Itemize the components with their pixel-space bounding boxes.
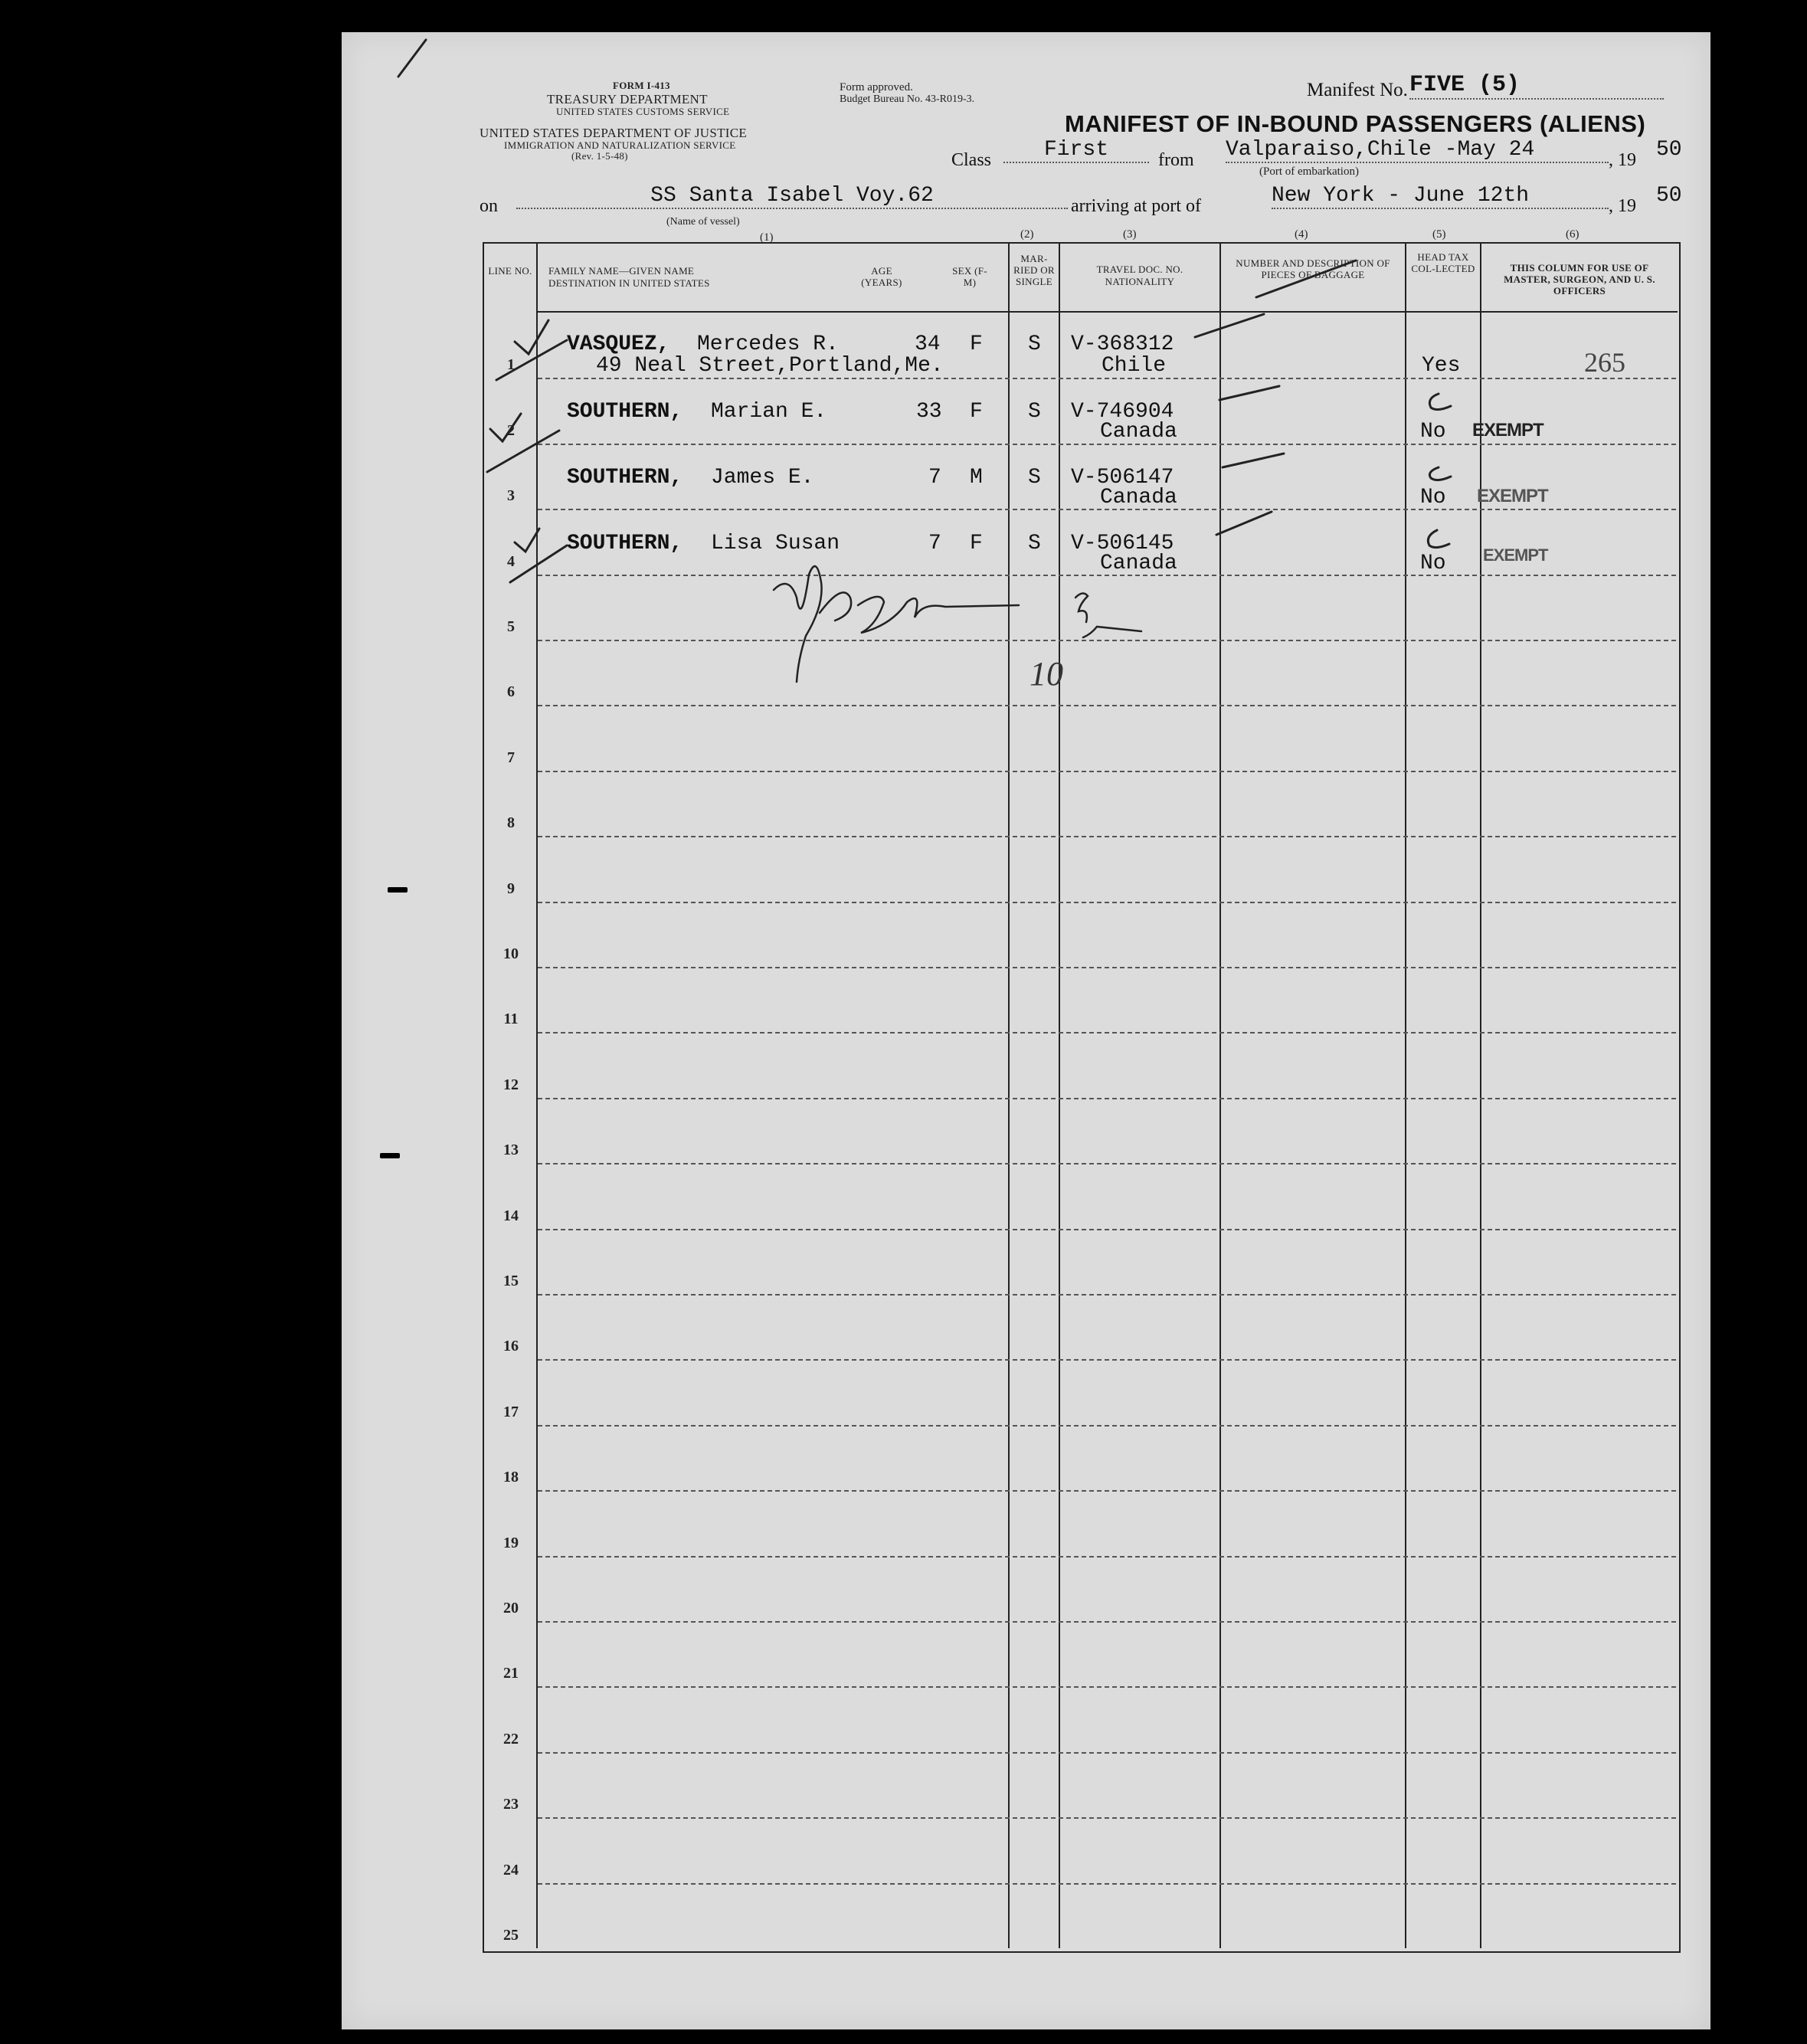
tax-mark [1429, 467, 1451, 480]
head-tax: No [1420, 486, 1446, 509]
address: 49 Neal Street,Portland,Me. [596, 354, 944, 378]
check-mark [510, 545, 567, 582]
header-sex: SEX (F-M) [952, 265, 987, 288]
line-number: 6 [507, 683, 515, 701]
line-number: 13 [503, 1142, 519, 1159]
sex: M [970, 466, 983, 490]
vessel-caption: (Name of vessel) [666, 216, 740, 228]
vessel-name: SS Santa Isabel Voy.62 [516, 184, 1068, 209]
header-nationality: NATIONALITY [1105, 276, 1175, 287]
age: 7 [928, 532, 941, 555]
head-tax: No [1420, 420, 1446, 444]
line-number: 22 [503, 1730, 519, 1748]
baggage-stroke [1219, 386, 1279, 400]
class-label: Class [951, 150, 992, 170]
check-mark [496, 340, 567, 380]
sex: F [970, 332, 983, 356]
line-number: 15 [503, 1273, 519, 1289]
line-number: 11 [503, 1011, 519, 1028]
approval-line: Form approved. [840, 81, 913, 93]
marital-status: S [1028, 332, 1041, 356]
header-baggage: NUMBER AND DESCRIPTION OF PIECES OF BAGGAGE [1236, 257, 1390, 280]
column-number-6: (6) [1566, 228, 1579, 241]
header-travel-doc: TRAVEL DOC. NO. [1096, 264, 1183, 275]
age: 33 [916, 400, 942, 424]
from-label: from [1158, 150, 1194, 170]
officer-note: 265 [1584, 347, 1625, 378]
family-name: VASQUEZ, [567, 332, 670, 356]
line-number: 25 [503, 1927, 519, 1944]
marital-status: S [1028, 466, 1041, 490]
manifest-label: Manifest No. [1307, 80, 1408, 100]
check-mark [515, 320, 548, 354]
line-number: 16 [503, 1338, 519, 1355]
exempt-stamp: EXEMPT [1472, 420, 1543, 441]
line-number: 8 [507, 814, 515, 832]
header-name: FAMILY NAME—GIVEN NAME [548, 265, 695, 277]
column-number-2: (2) [1020, 228, 1034, 241]
given-name: James E. [711, 466, 814, 490]
baggage-stroke [1256, 260, 1356, 297]
line-number: 17 [503, 1403, 519, 1420]
family-name: SOUTHERN, [567, 400, 683, 424]
line-number: 18 [503, 1469, 519, 1486]
year-prefix-1: , 19 [1609, 150, 1636, 170]
arrival-port: New York - June 12th [1272, 184, 1609, 209]
nationality: Canada [1100, 552, 1177, 575]
header-destination: DESTINATION IN UNITED STATES [548, 277, 710, 289]
line-number: 21 [503, 1665, 519, 1682]
manifest-title: MANIFEST OF IN-BOUND PASSENGERS (ALIENS) [1065, 110, 1646, 137]
treasury-department: TREASURY DEPARTMENT [547, 92, 708, 106]
column-number-5: (5) [1432, 228, 1446, 241]
age: 7 [928, 466, 941, 490]
baggage-stroke [1216, 512, 1272, 535]
budget-bureau: Budget Bureau No. 43-R019-3. [840, 93, 975, 105]
year-2: 50 [1656, 184, 1682, 208]
form-number: FORM I-413 [613, 80, 670, 91]
manifest-number: FIVE (5) [1409, 72, 1664, 100]
head-tax: Yes [1422, 354, 1461, 378]
column-number-3: (3) [1123, 228, 1137, 241]
header-married: MAR-RIED OR SINGLE [1013, 253, 1055, 287]
line-number: 23 [503, 1796, 519, 1813]
line-number: 12 [503, 1076, 519, 1093]
exempt-stamp: EXEMPT [1483, 545, 1548, 565]
nationality: Canada [1100, 486, 1177, 509]
immigration-service: IMMIGRATION AND NATURALIZATION SERVICE [504, 139, 736, 151]
column-number-4: (4) [1295, 228, 1308, 241]
revision: (Rev. 1-5-48) [571, 150, 628, 162]
head-tax: No [1420, 552, 1446, 575]
arriving-label: arriving at port of [1071, 196, 1201, 216]
line-number: 3 [507, 487, 515, 505]
sex: F [970, 532, 983, 555]
line-number: 2 [507, 421, 515, 439]
year-prefix-2: , 19 [1609, 196, 1636, 216]
port-caption: (Port of embarkation) [1259, 165, 1359, 178]
family-name: SOUTHERN, [567, 466, 683, 490]
travel-doc: V-746904 [1071, 400, 1174, 424]
exempt-stamp: EXEMPT [1477, 486, 1548, 506]
travel-doc: V-368312 [1071, 332, 1174, 356]
time-mark [1075, 593, 1141, 637]
travel-doc: V-506145 [1071, 532, 1174, 555]
check-mark [515, 529, 539, 552]
embarkation-port: Valparaiso,Chile -May 24 [1226, 138, 1609, 163]
corner-tick [398, 40, 426, 77]
line-number: 5 [507, 618, 515, 635]
sex: F [970, 400, 983, 424]
line-number: 1 [507, 356, 515, 374]
tax-mark [1428, 530, 1449, 548]
baggage-stroke [1195, 314, 1264, 337]
given-name: Lisa Susan [711, 532, 840, 555]
column-number-1: (1) [760, 231, 774, 244]
check-mark [490, 414, 521, 441]
header-head-tax: HEAD TAX COL-LECTED [1411, 251, 1475, 274]
marital-status: S [1028, 400, 1041, 424]
signature [774, 566, 1019, 682]
tally-number: 10 [1030, 655, 1063, 693]
line-number: 24 [503, 1861, 519, 1879]
nationality: Canada [1100, 420, 1177, 444]
on-label: on [480, 196, 498, 216]
marital-status: S [1028, 532, 1041, 555]
given-name: Marian E. [711, 400, 827, 424]
line-number: 9 [507, 880, 515, 897]
travel-doc: V-506147 [1071, 466, 1174, 490]
year-1: 50 [1656, 138, 1682, 162]
class-value: First [1003, 138, 1149, 163]
justice-department: UNITED STATES DEPARTMENT OF JUSTICE [480, 126, 748, 140]
header-officers: THIS COLUMN FOR USE OF MASTER, SURGEON, AND U. S. OFFICERS [1504, 262, 1655, 296]
age: 34 [915, 332, 941, 356]
line-number: 4 [507, 552, 515, 570]
given-name: Mercedes R. [697, 332, 839, 356]
tax-mark [1429, 394, 1451, 410]
line-number: 10 [503, 945, 519, 962]
line-number: 14 [503, 1207, 519, 1224]
header-line-no: LINE NO. [488, 265, 532, 277]
customs-service: UNITED STATES CUSTOMS SERVICE [556, 106, 730, 117]
baggage-stroke [1223, 454, 1284, 467]
header-age: AGE (YEARS) [861, 265, 902, 288]
family-name: SOUTHERN, [567, 532, 683, 555]
line-number: 7 [507, 748, 515, 766]
nationality: Chile [1102, 354, 1167, 378]
line-number: 20 [503, 1600, 519, 1617]
line-number: 19 [503, 1534, 519, 1551]
